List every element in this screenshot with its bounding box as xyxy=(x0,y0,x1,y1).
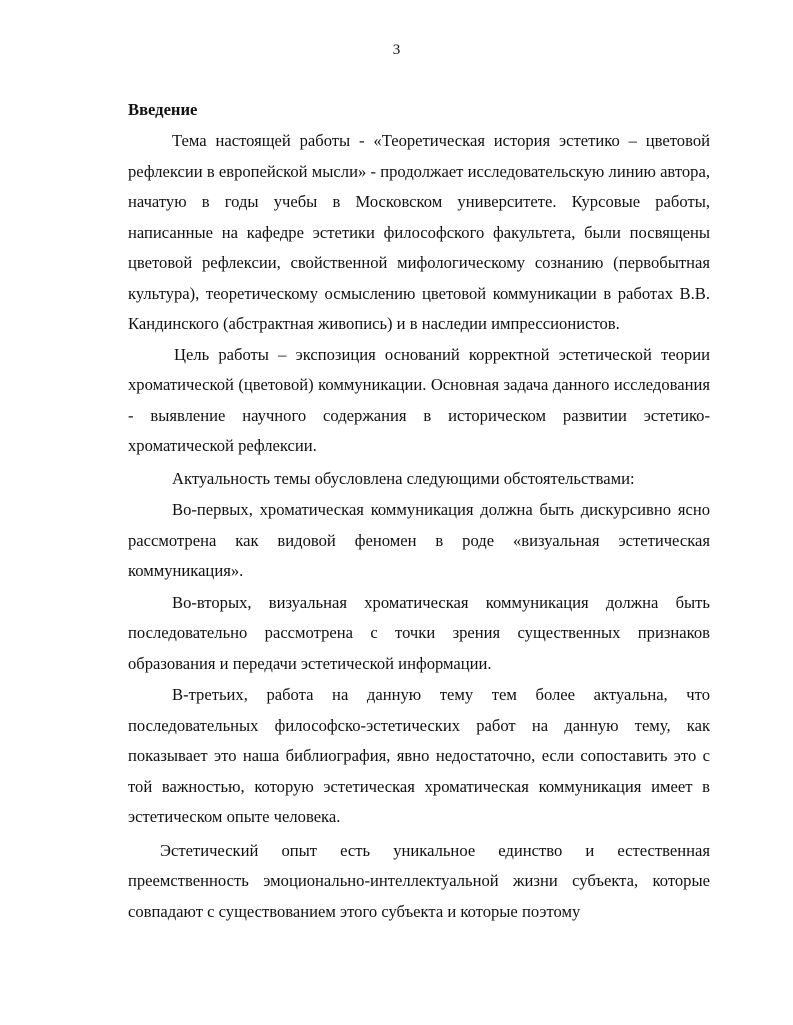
paragraph-second: Во-вторых, визуальная хроматическая коммуникация должна быть последовательно рассмотрена с точки зрения существенных признаков образования и передачи эстетической информации. xyxy=(128,592,710,673)
page-number: 3 xyxy=(392,42,401,58)
page-content xyxy=(128,96,710,927)
paragraph-experience: Эстетический опыт есть уникальное единство и естественная преемственность эмоционально-интеллектуальной жизни субъекта, которые совпадают с существованием этого субъекта и которые поэтому xyxy=(128,840,710,921)
paragraph-relevance: Актуальность темы обусловлена следующими обстоятельствами: xyxy=(172,468,635,488)
paragraph-topic: Тема настоящей работы - «Теоретическая история эстетико – цветовой рефлексии в европейской мысли» - продолжает исследовательскую линию автора, начатую в годы учебы в Московском университете. Курсовые работы, написанные на кафедре эстетики философского факультета, были посвящены цветовой рефлексии, свойственной мифологическому сознанию (первобытная культура), теоретическому осмыслению цветовой коммуникации в работах В.В. Кандинского (абстрактная живопись) и в наследии импрессионистов. xyxy=(128,131,710,333)
paragraph-first: Во-первых, хроматическая коммуникация должна быть дискурсивно ясно рассмотрена как видовой феномен в роде «визуальная эстетическая коммуникация». xyxy=(128,500,710,580)
section-heading: Введение xyxy=(128,100,198,119)
paragraph-third: В-третьих, работа на данную тему тем более актуальна, что последовательных философско-эстетических работ на данную тему, как показывает это наша библиография, явно недостаточно, если сопоставить это с той важностью, которую эстетическая хроматическая коммуникация имеет в эстетическом опыте человека. xyxy=(128,685,710,826)
paragraph-goal: Цель работы – экспозиция оснований корректной эстетической теории хроматической (цветовой) коммуникации. Основная задача данного исследования - выявление научного содержания в историческом развитии эстетико-хроматической рефлексии. xyxy=(128,344,710,455)
